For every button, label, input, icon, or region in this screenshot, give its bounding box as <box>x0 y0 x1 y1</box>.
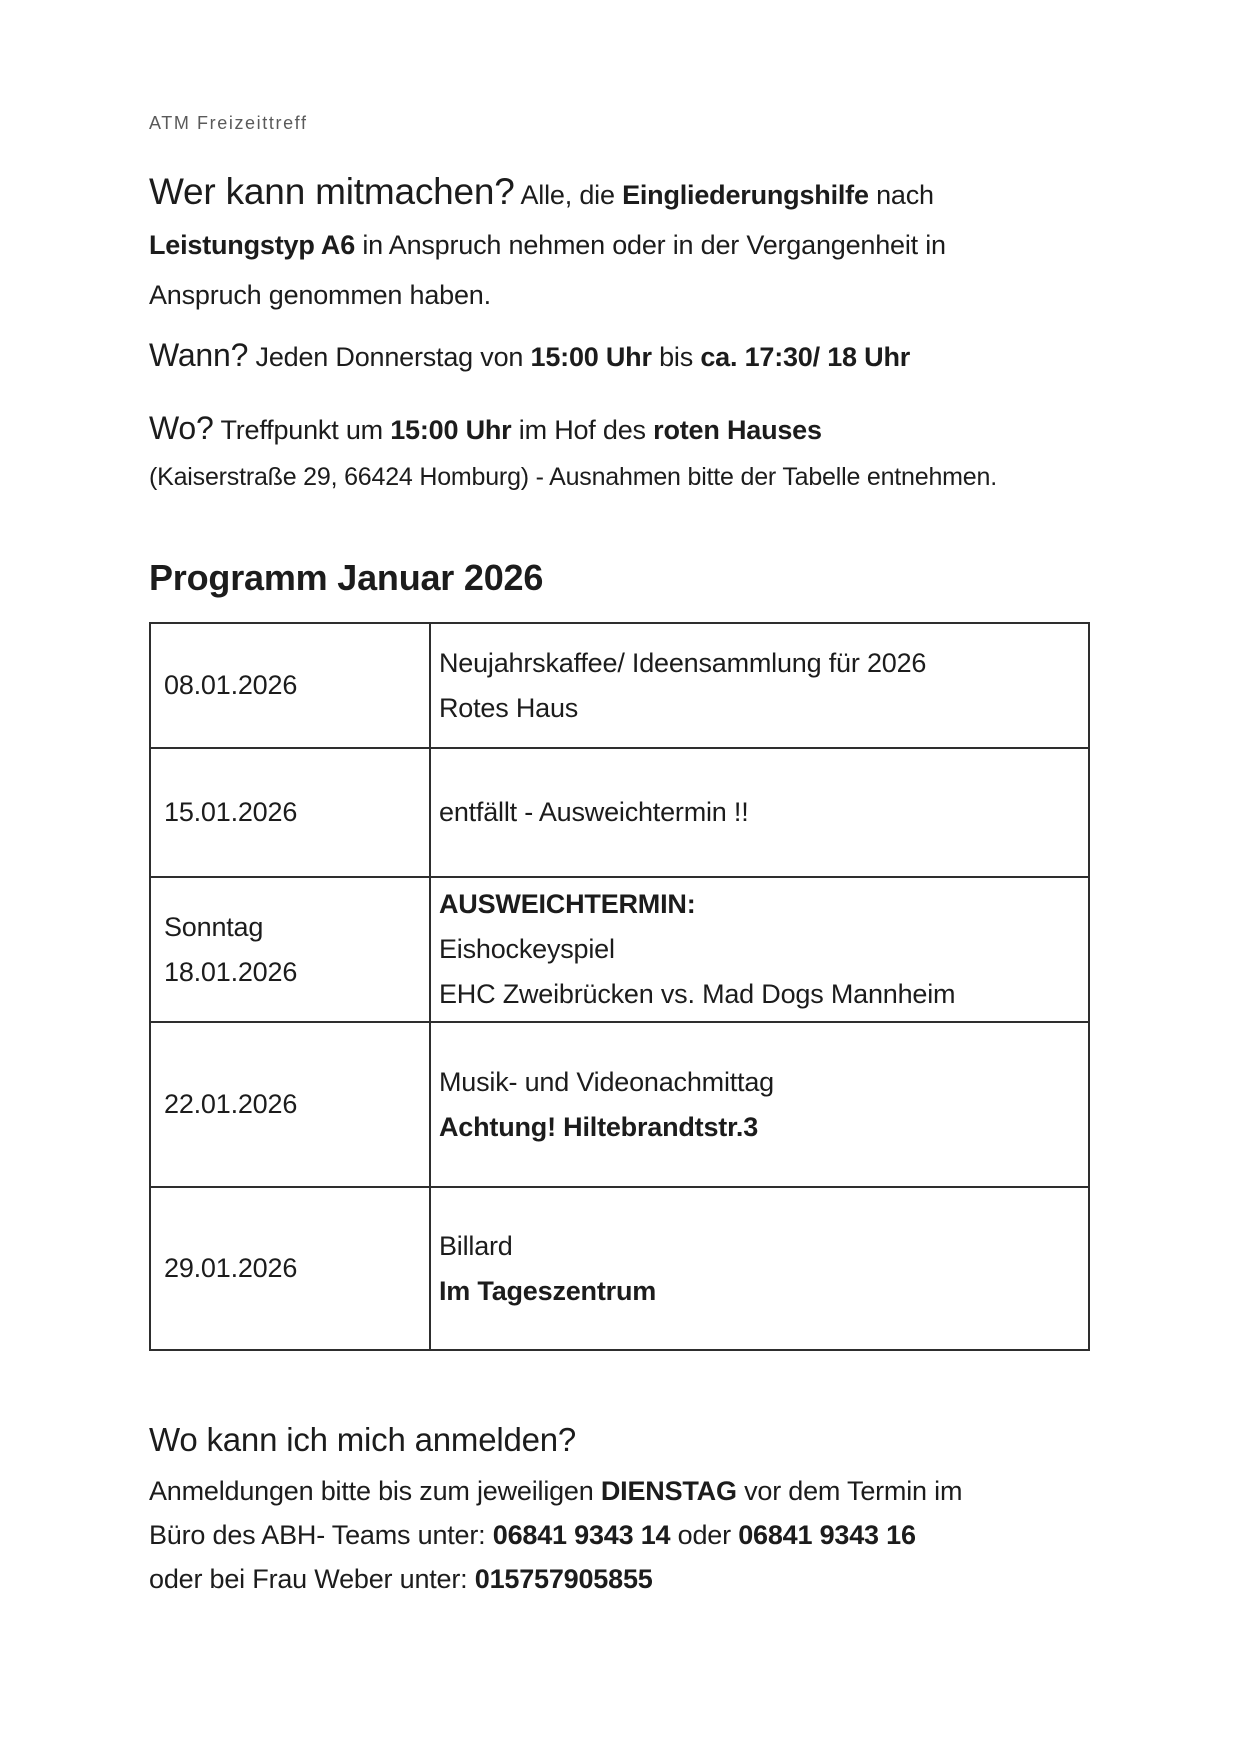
table-row <box>150 877 1089 1022</box>
signup-bold-dienstag: DIENSTAG <box>600 1476 737 1506</box>
program-heading: Programm Januar 2026 <box>149 557 544 598</box>
where-text-1: Treffpunkt um <box>220 415 391 445</box>
where-bold-location: roten Hauses <box>653 415 822 445</box>
signup-text-1: Anmeldungen bitte bis zum jeweiligen <box>149 1476 601 1506</box>
event-line-1: Musik- und Videonachmittag <box>439 1066 774 1097</box>
who-text-3: nach <box>868 180 934 210</box>
event-cell <box>430 1187 1089 1350</box>
where-text-2: im Hof des <box>511 415 654 445</box>
date-cell <box>150 623 430 748</box>
who-text-4: in Anspruch nehmen oder in der Vergangenheit in <box>355 230 946 260</box>
event-line-1: Billard <box>439 1230 513 1261</box>
who-bold-eingliederungshilfe: Eingliederungshilfe <box>622 180 869 210</box>
when-text-0 <box>248 342 255 372</box>
table-row <box>150 748 1089 877</box>
signup-text-3: Büro des ABH- Teams unter: <box>149 1520 493 1550</box>
signup-heading: Wo kann ich mich anmelden? <box>149 1421 577 1458</box>
event-line-2: Rotes Haus <box>439 692 579 723</box>
date-text: Sonntag <box>164 911 264 942</box>
event-line-1: Neujahrskaffee/ Ideensammlung für 2026 <box>439 647 927 678</box>
event-cell <box>430 877 1089 1022</box>
who-heading: Wer kann mitmachen? <box>149 171 515 212</box>
table-row <box>150 1022 1089 1187</box>
where-address-line: (Kaiserstraße 29, 66424 Homburg) - Ausnahmen bitte der Tabelle entnehmen. <box>149 463 997 491</box>
date-text-2: 18.01.2026 <box>164 956 298 987</box>
when-bold-end-time: ca. 17:30/ 18 Uhr <box>700 342 911 372</box>
date-text: 22.01.2026 <box>164 1089 298 1119</box>
when-heading: Wann? <box>149 337 249 373</box>
where-heading: Wo? <box>149 410 214 446</box>
who-text-5: Anspruch genommen haben. <box>149 280 491 310</box>
event-line-1: entfällt - Ausweichtermin !! <box>439 797 749 827</box>
date-text: 08.01.2026 <box>164 670 298 700</box>
date-cell <box>150 1187 430 1350</box>
signup-bold-phone-2: 06841 9343 16 <box>738 1520 916 1550</box>
event-line-1: AUSWEICHTERMIN: <box>439 889 696 919</box>
program-table <box>149 622 1090 1351</box>
section-who <box>149 167 1090 320</box>
section-when <box>149 330 1090 382</box>
signup-bold-phone-3: 015757905855 <box>474 1564 653 1594</box>
when-bold-start-time: 15:00 Uhr <box>530 342 652 372</box>
where-bold-time: 15:00 Uhr <box>390 415 512 445</box>
event-line-2: Im Tageszentrum <box>439 1275 657 1306</box>
date-cell <box>150 1022 430 1187</box>
where-line <box>149 404 1090 454</box>
when-text-2: bis <box>651 342 701 372</box>
event-cell <box>430 748 1089 877</box>
event-cell <box>430 623 1089 748</box>
who-bold-leistungstyp: Leistungstyp A6 <box>149 230 356 260</box>
signup-text-2: vor dem Termin im <box>736 1476 963 1506</box>
event-cell <box>430 1022 1089 1187</box>
signup-bold-phone-1: 06841 9343 14 <box>492 1520 671 1550</box>
who-text-2: Alle, die <box>520 180 623 210</box>
signup-text-5: oder bei Frau Weber unter: <box>149 1564 475 1594</box>
table-row <box>150 623 1089 748</box>
date-text: 15.01.2026 <box>164 797 298 827</box>
event-line-2: Eishockeyspiel <box>439 934 615 964</box>
date-cell <box>150 877 430 1022</box>
event-line-2: Achtung! Hiltebrandtstr.3 <box>439 1111 759 1142</box>
section-signup <box>149 1469 1090 1601</box>
date-cell <box>150 748 430 877</box>
event-line-3: EHC Zweibrücken vs. Mad Dogs Mannheim <box>439 979 956 1009</box>
section-where <box>149 404 1090 500</box>
document-title-header: ATM Freizeittreff <box>149 113 308 133</box>
date-text: 29.01.2026 <box>164 1253 298 1283</box>
table-row <box>150 1187 1089 1350</box>
signup-text-4: oder <box>670 1520 739 1550</box>
when-text-1: Jeden Donnerstag von <box>255 342 531 372</box>
